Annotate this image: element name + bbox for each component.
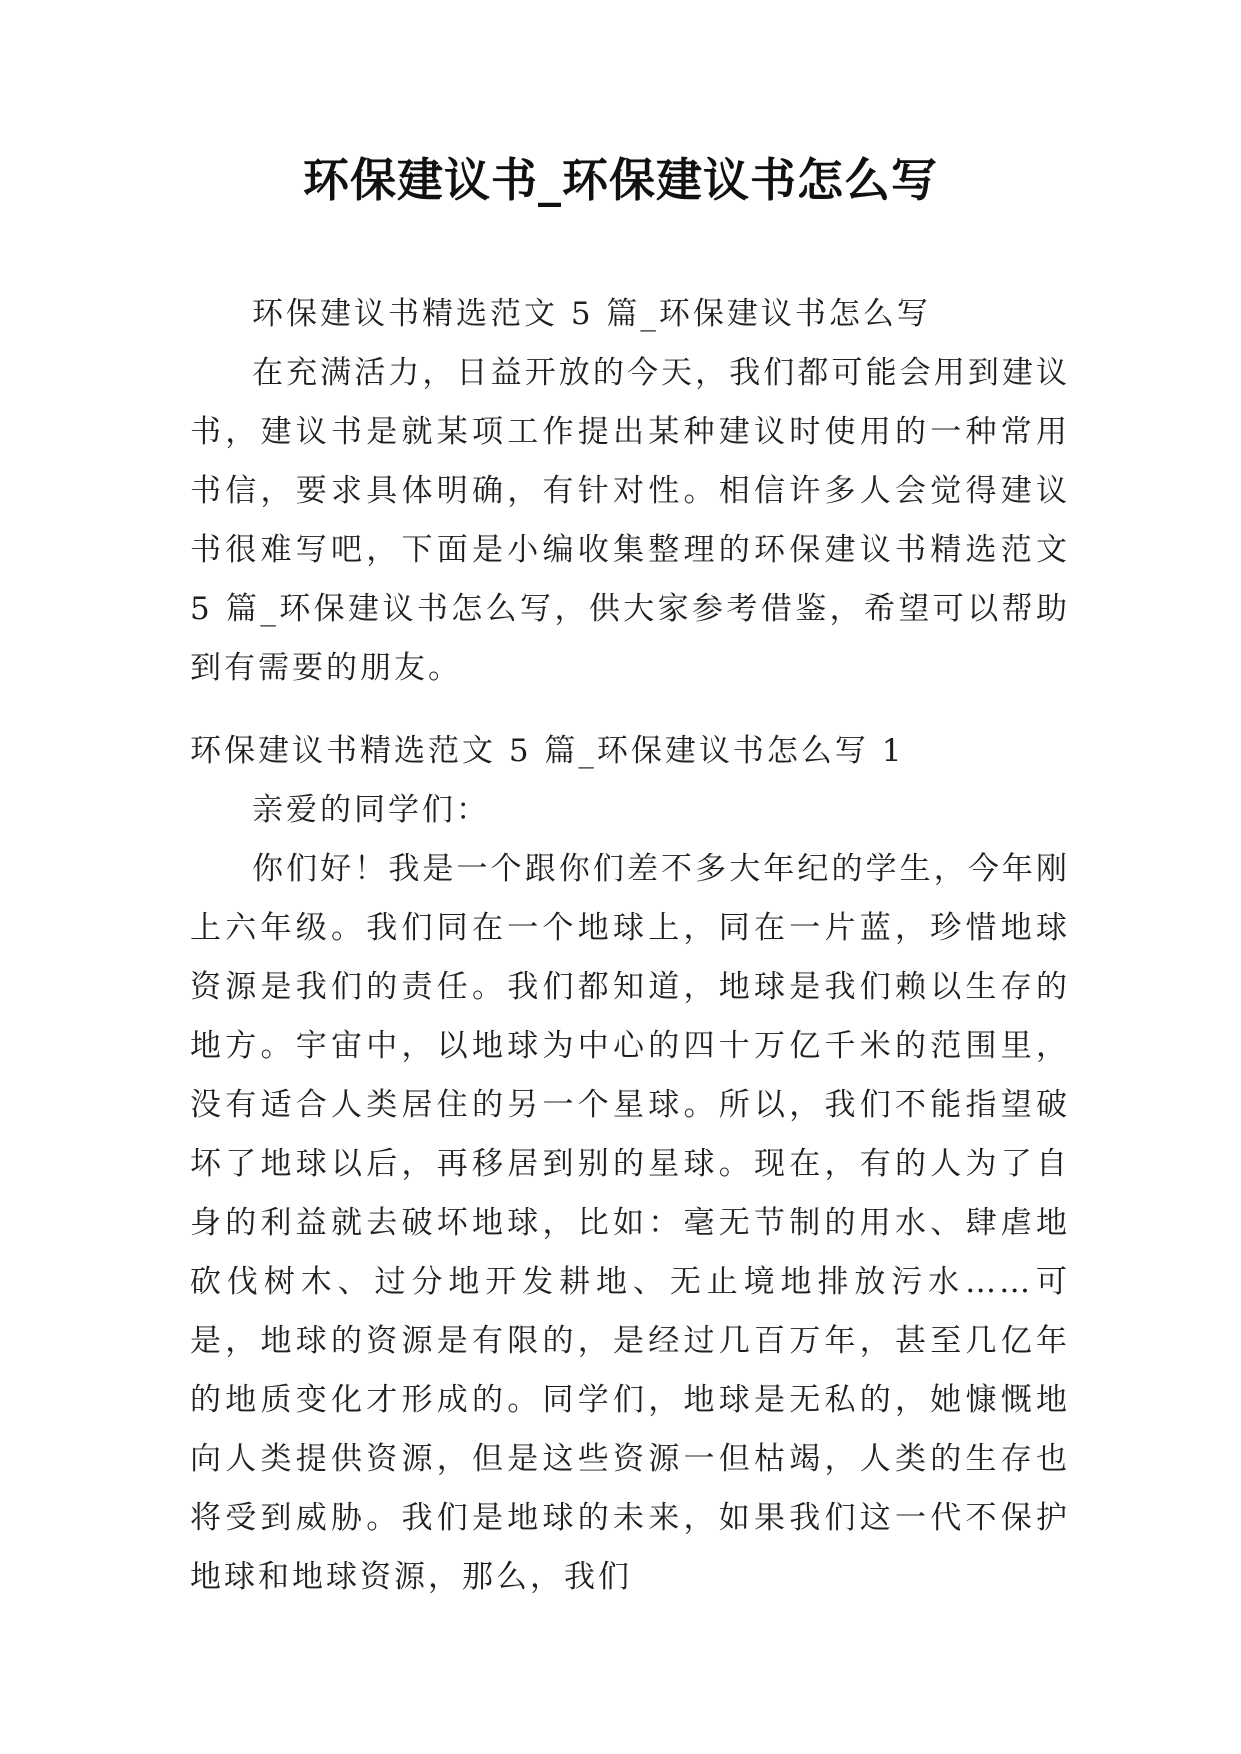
article-paragraph: 你们好！我是一个跟你们差不多大年纪的学生，今年刚上六年级。我们同在一个地球上，同在一片蓝，珍惜地球资源是我们的责任。我们都知道，地球是我们赖以生存的地方。宇宙中，以地球为中心的四十万亿千米的范围里，没有适合人类居住的另一个星球。所以，我们不能指望破坏了地球以后，再移居到别的星球。现在，有的人为了自身的利益就去破坏地球，比如：毫无节制的用水、肆虐地砍伐树木、过分地开发耕地、无止境地排放污水……可是，地球的资源是有限的，是经过几百万年，甚至几亿年的地质变化才形成的。同学们，地球是无私的，她慷慨地向人类提供资源，但是这些资源一但枯竭，人类的生存也将受到威胁。我们是地球的未来，如果我们这一代不保护地球和地球资源，那么，我们 — [190, 851, 1070, 1595]
intro-subtitle: 环保建议书精选范文 5 篇_环保建议书怎么写 — [252, 296, 931, 332]
article-salutation: 亲爱的同学们： — [252, 792, 490, 828]
intro-paragraph: 在充满活力，日益开放的今天，我们都可能会用到建议书，建议书是就某项工作提出某种建议时使用的一种常用书信，要求具体明确，有针对性。相信许多人会觉得建议书很难写吧，下面是小编收集整理的环保建议书精选范文 5 篇_环保建议书怎么写，供大家参考借鉴，希望可以帮助到有需要的朋友。 — [190, 355, 1070, 686]
article-heading: 环保建议书精选范文 5 篇_环保建议书怎么写 1 — [190, 733, 905, 769]
article-section-1 — [190, 722, 1070, 1607]
document-title: 环保建议书_环保建议书怎么写 — [303, 153, 938, 207]
intro-section — [190, 285, 1070, 698]
